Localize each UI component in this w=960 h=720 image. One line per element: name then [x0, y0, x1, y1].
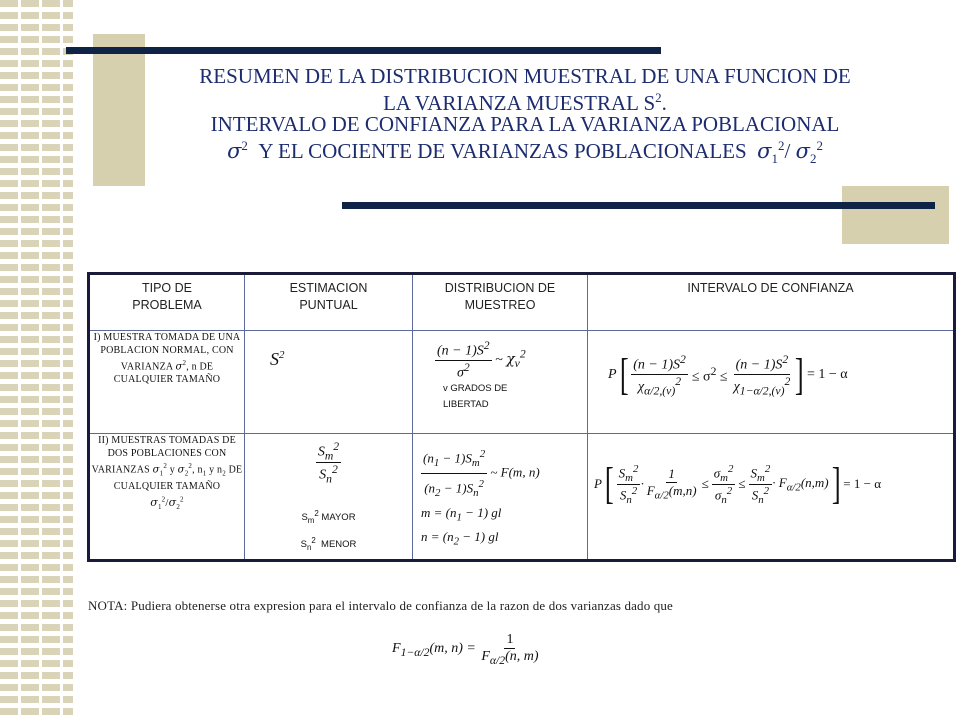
table-header-row [89, 274, 955, 331]
footnote: NOTA: Pudiera obtenerse otra expresion para el intervalo de confianza de la razon de dos varianzas dado que [88, 598, 673, 613]
note-formula: $F_{1-\alpha/2}(m$, n) = $\frac{1}{F_{\alpha/2}(n, m)}$ [392, 632, 539, 667]
summary-table [87, 272, 956, 562]
row1-chi-formula: $\frac{(n - 1)S^2}{\sigma^2}$ ~ $\chi_v^2$ [437, 339, 526, 381]
row2-interval-formula: P [ $\frac{S_m^2}{S_n^2}$ · $\frac{1}{F_{\alpha/2}(m,n)}$ ≤ $\frac{\sigma_m^2}{\sigma_n^2}$ ≤ $\frac{S_m^2}{S_n^2}$ · $F_{\alpha/2}(n,m)$ ] = 1 − α [594, 459, 882, 508]
page-title [140, 66, 910, 169]
row2-intervalo [588, 434, 955, 561]
left-stripe-overlay [0, 0, 73, 720]
header-tipo: TIPO DE PROBLEMA [89, 274, 245, 331]
title-line-2-text: LA VARIANZA MUESTRAL S [383, 91, 656, 115]
header-distribucion: DISTRIBUCION DE MUESTREO [413, 274, 588, 331]
row2-mayor: $S_m^2$ MAYOR [301, 508, 356, 525]
table-row [89, 331, 955, 434]
title-line-4: $\sigma^2$ Y EL COCIENTE DE VARIANZAS POBLACIONALES $\sigma_1^2/$ $\sigma_2^2$ [227, 138, 823, 167]
row2-f-formula: $\frac{(n_1 - 1)S_m^2}{(n_2 - 1)S_n^2}$ ~ F(m, n) $m = (n_1 - 1)$ gl $n = (n_2 - 1)$ gl [421, 444, 587, 552]
row2-ratio-formula: $\frac{S_m^2}{S_n^2}$ [317, 440, 340, 486]
navy-bar-right [342, 202, 935, 209]
row2-tipo: II) MUESTRAS TOMADAS DE DOS POBLACIONES CON VARIANZAS $\sigma_1^2$ y $\sigma_2^2$, $n_1$ y $n_2$ DE CUALQUIER TAMAÑO $\sigma_1^2/\sigma_2^2$ [89, 434, 245, 561]
title-line-2: LA VARIANZA MUESTRAL $S^2$. [383, 90, 667, 115]
table-row [89, 434, 955, 561]
row2-estimacion [245, 434, 413, 561]
title-line-4-text: Y EL COCIENTE DE VARIANZAS POBLACIONALES [258, 139, 747, 163]
row2-tipo-text-b: DE CUALQUIER TAMAÑO [113, 464, 243, 493]
title-line-3: INTERVALO DE CONFIANZA PARA LA VARIANZA POBLACIONAL [210, 112, 840, 136]
row1-grados: v GRADOS DE LIBERTAD [443, 383, 508, 411]
row2-menor-text: MENOR [321, 539, 357, 551]
row1-estimacion: $S^2$ [245, 331, 413, 434]
header-intervalo: INTERVALO DE CONFIANZA [588, 274, 955, 331]
title-line-1: RESUMEN DE LA DISTRIBUCION MUESTRAL DE UNA FUNCION DE [199, 64, 851, 88]
row2-mayor-text: MAYOR [321, 512, 356, 524]
tan-block-top [93, 34, 145, 186]
tan-block-right [842, 186, 949, 244]
row2-tipo-text: II) MUESTRAS TOMADAS DE DOS POBLACIONES CON VARIANZAS [91, 435, 236, 476]
header-estimacion: ESTIMACION PUNTUAL [245, 274, 413, 331]
navy-bar-top [66, 47, 661, 54]
row2-distribucion [413, 434, 588, 561]
row1-interval-formula: P [ $\frac{(n - 1)S^2}{\chi_{\alpha/2,(v)}^2}$ ≤ $\sigma^2$ ≤ $\frac{(n - 1)S^2}{\chi_{1-\alpha/2,(v)}^2}$ ] = 1 − α [608, 350, 848, 400]
row1-distribucion [413, 331, 588, 434]
row1-tipo-text: I) MUESTRA TOMADA DE UNA POBLACION NORMAL, CON VARIANZA [93, 332, 241, 373]
row1-intervalo [588, 331, 955, 434]
row1-tipo: I) MUESTRA TOMADA DE UNA POBLACION NORMAL, CON VARIANZA $\sigma^2$, n DE CUALQUIER TAMAÑO [89, 331, 245, 434]
row1-tipo-text-b: , n DE CUALQUIER TAMAÑO [113, 361, 221, 386]
row2-menor: $S_n^2$ MENOR [300, 535, 357, 552]
